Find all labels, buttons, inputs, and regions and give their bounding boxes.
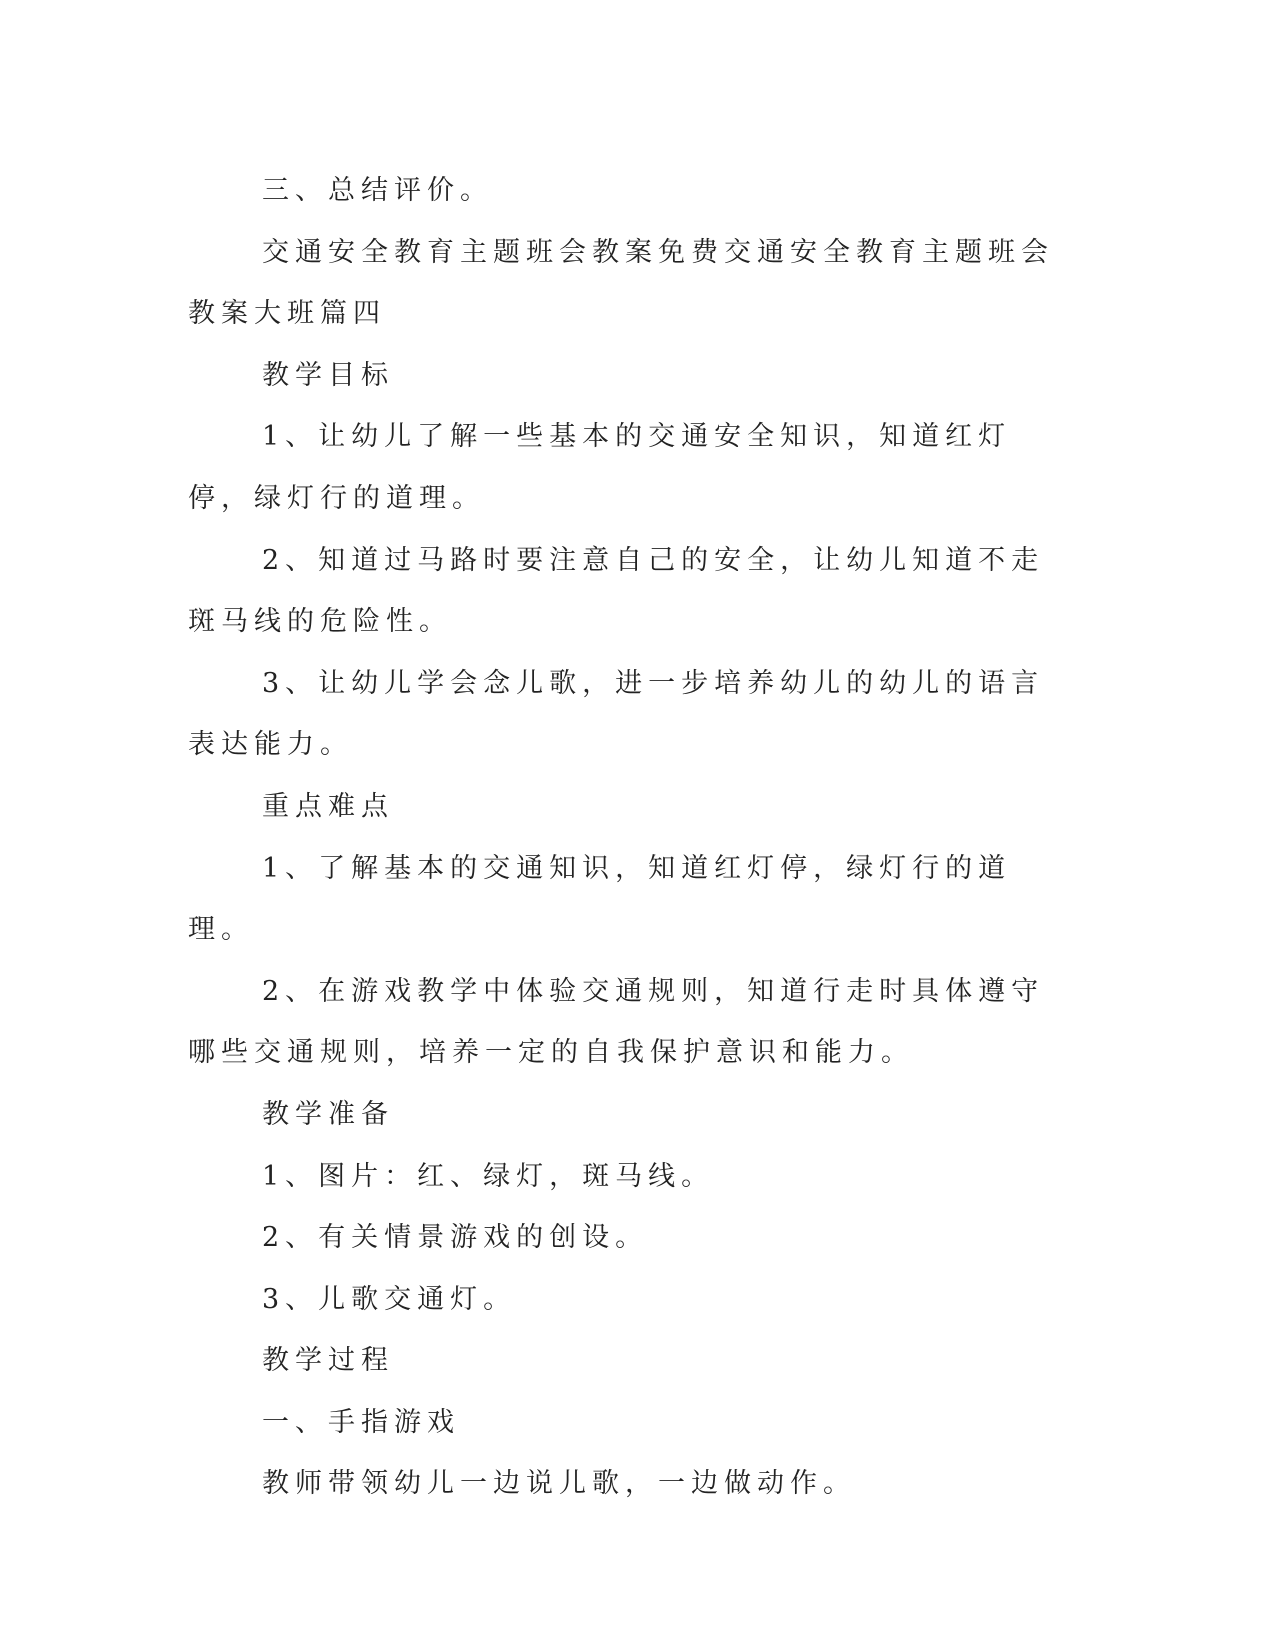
document-body xyxy=(188,160,1068,1515)
key-point-item: 1、了解基本的交通知识，知道红灯停，绿灯行的道理。 xyxy=(188,852,1012,946)
objective-item: 3、让幼儿学会念儿歌，进一步培养幼儿的幼儿的语言表达能力。 xyxy=(188,667,1045,761)
objective-item: 1、让幼儿了解一些基本的交通安全知识，知道红灯停，绿灯行的道理。 xyxy=(188,421,1012,514)
process-step-detail: 教师带领幼儿一边说儿歌，一边做动作。 xyxy=(262,1468,856,1500)
lesson-title: 交通安全教育主题班会教案免费交通安全教育主题班会教案大班篇四 xyxy=(188,236,1054,330)
preparation-item: 1、图片：红、绿灯，斑马线。 xyxy=(262,1160,715,1192)
objectives-heading: 教学目标 xyxy=(262,359,394,391)
summary-heading: 三、总结评价。 xyxy=(262,175,493,206)
preparation-heading: 教学准备 xyxy=(262,1098,394,1130)
process-step: 一、手指游戏 xyxy=(262,1406,460,1438)
objective-item: 2、知道过马路时要注意自己的安全，让幼儿知道不走斑马线的危险性。 xyxy=(188,544,1045,638)
preparation-item: 3、儿歌交通灯。 xyxy=(262,1283,517,1315)
key-point-item: 2、在游戏教学中体验交通规则，知道行走时具体遵守哪些交通规则，培养一定的自我保护意识和能力。 xyxy=(188,975,1045,1069)
key-points-heading: 重点难点 xyxy=(262,790,394,822)
process-heading: 教学过程 xyxy=(262,1345,394,1377)
preparation-item: 2、有关情景游戏的创设。 xyxy=(262,1222,649,1254)
